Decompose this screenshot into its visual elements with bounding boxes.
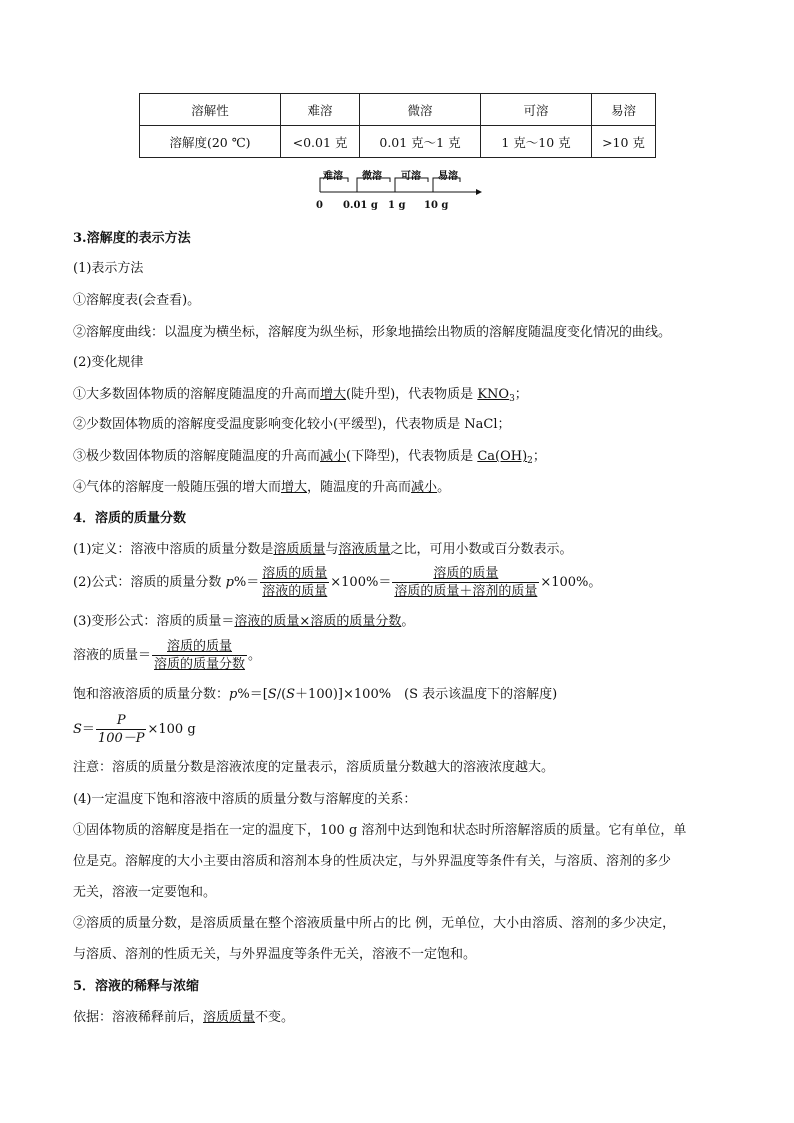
fraction: $\frac{\text{溶质的质量}}{\text{溶液的质量}}$ [262,566,328,599]
table-row [140,126,656,158]
paragraph: 无关，溶液一定要饱和。 [73,885,217,900]
scale-arrow-icon [476,189,482,195]
table-cell: 1 克～10 克 [481,126,592,158]
solubility-scale-diagram [300,164,490,212]
blank-answer: 减小 [320,449,347,464]
table-cell: 难溶 [281,94,360,126]
blank-answer: 溶液的质量×溶质的质量分数 [234,614,402,629]
section-4-heading: 4．溶质的质量分数 [73,511,187,526]
paragraph: ②少数固体物质的溶解度受温度影响变化较小(平缓型)，代表物质是 NaCl； [73,417,511,432]
table-cell: 可溶 [481,94,592,126]
solubility-table [139,93,656,158]
paragraph: (1)表示方法 [73,261,144,276]
paragraph: (4)一定温度下饱和溶液中溶质的质量分数与溶解度的关系： [73,792,417,807]
blank-answer: 溶质质量 [273,542,326,557]
paragraph: (3)变形公式：溶质的质量＝溶液的质量×溶质的质量分数。 [73,614,415,629]
table-row [140,94,656,126]
formula-line: (2)公式：溶质的质量分数 p%＝ $\frac{\text{溶质的质量}}{\text{溶液的质量}}$ ×100%＝ $\frac{\text{溶质的质量}}{\text{溶质的质量＋溶剂的质量}}$ ×100%。 [73,566,602,599]
paragraph: (2)变化规律 [73,355,144,370]
blank-answer: $Ca(OH)_2$ [477,449,533,466]
paragraph: 依据：溶液稀释前后，溶质质量不变。 [73,1010,295,1025]
scale-top-label: 微溶 [362,171,382,182]
paragraph: 注意：溶质的质量分数是溶液浓度的定量表示，溶质质量分数越大的溶液浓度越大。 [73,760,555,775]
blank-answer: 增大 [281,480,308,495]
blank-answer: 增大 [320,387,347,402]
paragraph: ②溶解度曲线：以温度为横坐标，溶解度为纵坐标，形象地描绘出物质的溶解度随温度变化情况的曲线。 [73,325,672,340]
table-cell: 微溶 [360,94,481,126]
table-cell: 易溶 [592,94,656,126]
scale-bottom-label: 0.01 g [343,200,378,211]
paragraph: ①溶解度表(会查看)。 [73,293,201,308]
section-5-heading: 5．溶液的稀释与浓缩 [73,979,200,994]
table-cell: 溶解性 [140,94,281,126]
formula-line: S＝ $\frac{P}{100-P}$ ×100 g [73,713,196,746]
blank-answer: $KNO_3$ [477,387,515,404]
blank-answer: 溶质质量 [203,1010,256,1025]
paragraph: 与溶质、溶剂的性质无关，与外界温度等条件无关，溶液不一定饱和。 [73,947,477,962]
scale-bottom-label: 0 [316,200,323,211]
blank-answer: 减小 [411,480,438,495]
formula-line: 溶液的质量＝ $\frac{\text{溶质的质量}}{\text{溶质的质量分数}}$ 。 [73,639,262,672]
paragraph: ②溶质的质量分数，是溶质质量在整个溶液质量中所占的比 例，无单位，大小由溶质、溶剂的多少决定， [73,916,676,931]
scale-top-label: 难溶 [323,171,343,182]
table-cell: 0.01 克～1 克 [360,126,481,158]
paragraph: ③极少数固体物质的溶解度随温度的升高而减小(下降型)，代表物质是 $Ca(OH)_2$； [73,449,546,466]
scale-top-label: 易溶 [438,171,458,182]
fraction: $\frac{\text{溶质的质量}}{\text{溶质的质量＋溶剂的质量}}$ [394,566,538,599]
blank-answer: 溶液质量 [338,542,391,557]
paragraph: ④气体的溶解度一般随压强的增大而增大，随温度的升高而减小。 [73,480,451,495]
paragraph: 位是克。溶解度的大小主要由溶质和溶剂本身的性质决定，与外界温度等条件有关，与溶质、溶剂的多少 [73,854,672,869]
paragraph: (1)定义：溶液中溶质的质量分数是溶质质量与溶液质量之比，可用小数或百分数表示。 [73,542,573,557]
paragraph: 饱和溶液溶质的质量分数：p%＝[S/(S＋100)]×100% (S 表示该温度下的溶解度) [73,687,558,702]
scale-bottom-label: 10 g [424,200,449,211]
fraction: $\frac{\text{溶质的质量}}{\text{溶质的质量分数}}$ [154,639,246,672]
paragraph: ①固体物质的溶解度是指在一定的温度下，100 g 溶剂中达到饱和状态时所溶解溶质的质量。它有单位，单 [73,823,687,838]
paragraph: ①大多数固体物质的溶解度随温度的升高而增大(陡升型)，代表物质是 $KNO_3$； [73,387,528,404]
section-3-heading: 3.溶解度的表示方法 [73,231,191,246]
table-cell: <0.01 克 [281,126,360,158]
table-cell: 溶解度(20 ℃) [140,126,281,158]
scale-top-label: 可溶 [401,171,421,182]
fraction: $\frac{P}{100-P}$ [97,713,145,746]
scale-bottom-label: 1 g [388,200,406,211]
table-cell: >10 克 [592,126,656,158]
